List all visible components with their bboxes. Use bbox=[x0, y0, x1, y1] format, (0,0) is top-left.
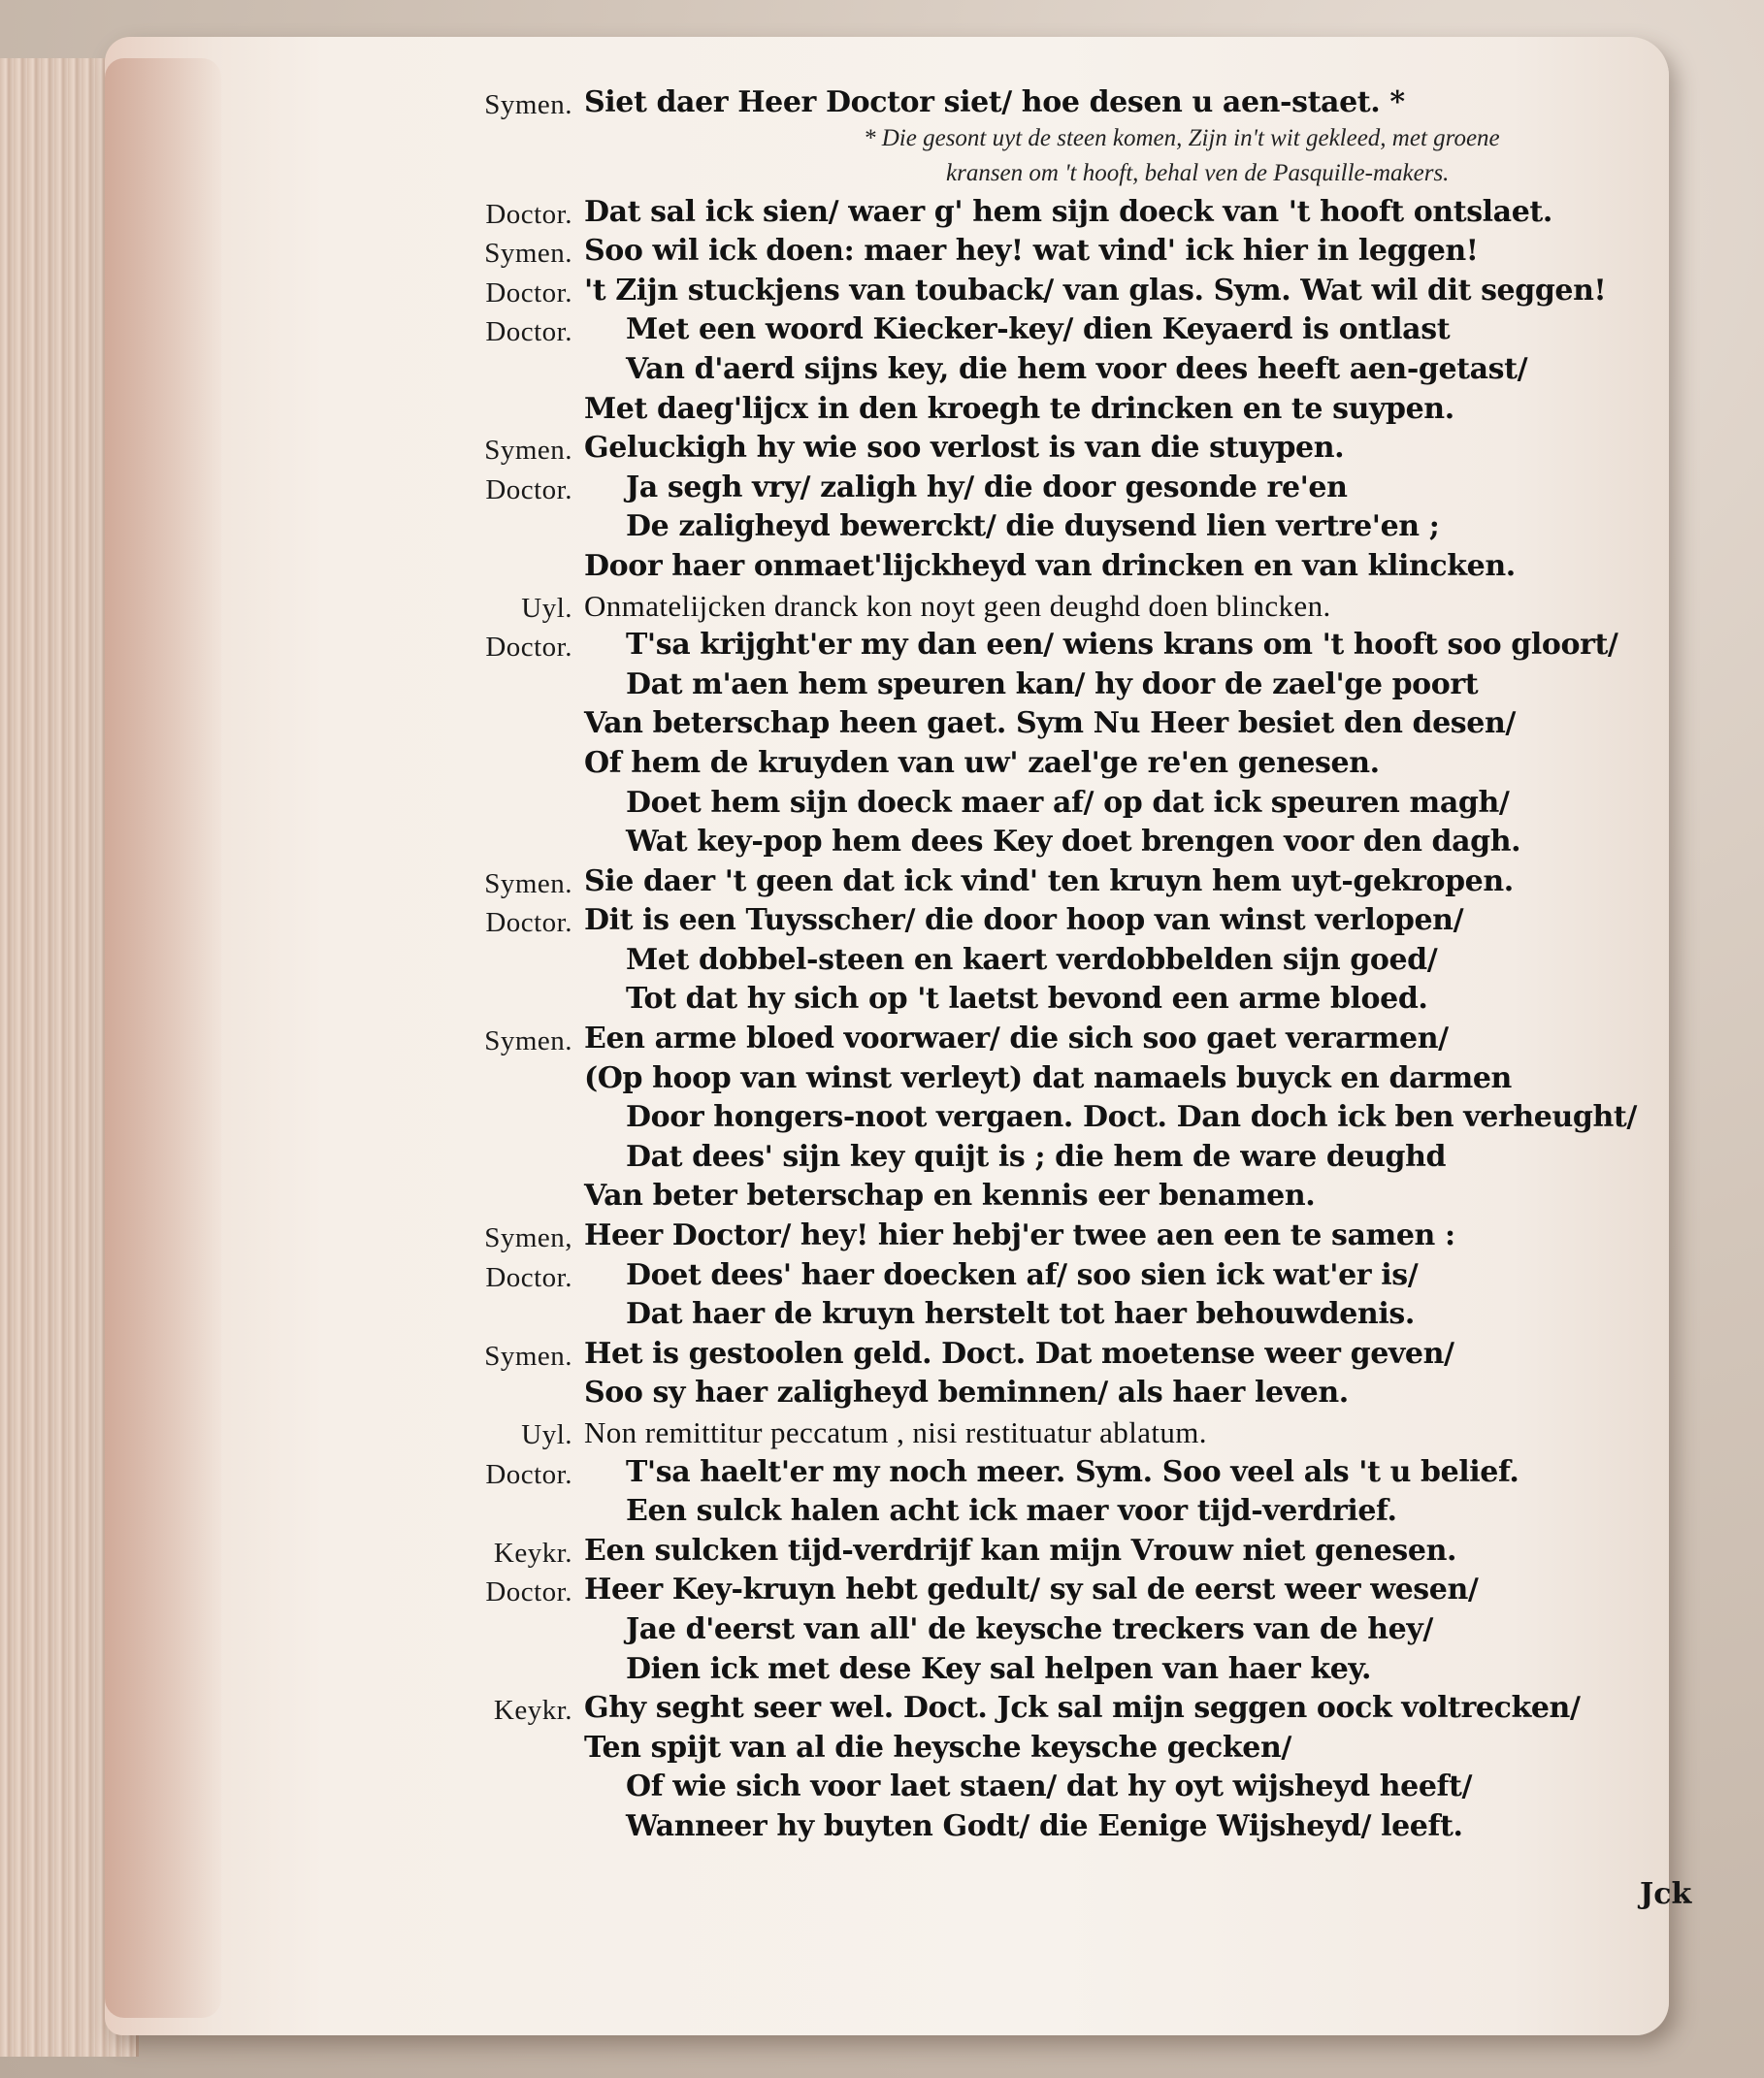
spine-shadow bbox=[105, 58, 221, 2018]
verse-text: (Op hoop van winst verleyt) dat namaels buyck en darmen bbox=[584, 1060, 1512, 1095]
speaker-label: Symen. bbox=[484, 1340, 572, 1372]
text-line bbox=[408, 1455, 1688, 1495]
text-line bbox=[408, 471, 1688, 510]
speaker-label: Symen, bbox=[484, 1222, 572, 1254]
speaker-label: Symen. bbox=[484, 238, 572, 270]
verse-text: Dien ick met dese Key sal helpen van haer key. bbox=[626, 1651, 1372, 1686]
note-line-2: kransen om 't hooft, behal ven de Pasquille-makers. bbox=[946, 159, 1450, 186]
verse-text: Een sulcken tijd-verdrijf kan mijn Vrouw niet genesen. bbox=[584, 1533, 1457, 1568]
verse-text: Non remittitur peccatum , nisi restituatur ablatum. bbox=[584, 1415, 1207, 1449]
speaker-label: Uyl. bbox=[521, 592, 572, 624]
text-line bbox=[408, 1534, 1688, 1574]
verse-text: Van beterschap heen gaet. Sym Nu Heer besiet den desen/ bbox=[584, 706, 1516, 741]
marginal-note bbox=[408, 125, 1688, 160]
text-line bbox=[408, 1573, 1688, 1612]
verse-text: Jae d'eerst van all' de keysche treckers van de hey/ bbox=[626, 1611, 1433, 1646]
verse-text: Heer Key-kruyn hebt gedult/ sy sal de eerst weer wesen/ bbox=[584, 1573, 1479, 1607]
speaker-label: Doctor. bbox=[485, 316, 572, 348]
verse-text: Van d'aerd sijns key, die hem voor dees heeft aen-getast/ bbox=[626, 351, 1528, 386]
verse-text: Ghy seght seer wel. Doct. Jck sal mijn seggen oock voltrecken/ bbox=[584, 1691, 1581, 1726]
text-line bbox=[408, 1770, 1688, 1809]
verse-text: 't Zijn stuckjens van touback/ van glas. Sym. Wat wil dit seggen! bbox=[584, 273, 1607, 308]
verse-text: Doet hem sijn doeck maer af/ op dat ick speuren magh/ bbox=[626, 785, 1510, 820]
verse-text: Ten spijt van al die heysche keysche gecken/ bbox=[584, 1730, 1291, 1765]
verse-text: Met daeg'lijcx in den kroegh te drincken en te suypen. bbox=[584, 391, 1454, 426]
verse-text: Heer Doctor/ hey! hier hebj'er twee aen een te samen : bbox=[584, 1218, 1455, 1253]
text-line bbox=[408, 431, 1688, 471]
verse-text: Het is gestoolen geld. Doct. Dat moetense weer geven/ bbox=[584, 1336, 1454, 1371]
verse-text: De zaligheyd bewerckt/ die duysend lien vertre'en ; bbox=[626, 509, 1440, 544]
text-line bbox=[408, 1337, 1688, 1377]
text-line bbox=[408, 786, 1688, 826]
verse-text: Door hongers-noot vergaen. Doct. Dan doch ick ben verheught/ bbox=[626, 1100, 1637, 1135]
note-line-1: * Die gesont uyt de steen komen, Zijn in't wit gekleed, met groene bbox=[864, 124, 1500, 151]
text-line bbox=[408, 1652, 1688, 1692]
text-line bbox=[408, 943, 1688, 983]
verse-text: Een sulck halen acht ick maer voor tijd-verdrief. bbox=[626, 1494, 1397, 1529]
verse-text: Siet daer Heer Doctor siet/ hoe desen u aen-staet. * bbox=[584, 85, 1405, 119]
verse-text: Tot dat hy sich op 't laetst bevond een arme bloed. bbox=[626, 982, 1428, 1017]
text-line bbox=[408, 1100, 1688, 1140]
catchword: Jck bbox=[1640, 1877, 1692, 1911]
text-line bbox=[408, 85, 1688, 125]
text-line bbox=[408, 1179, 1688, 1218]
verse-text: Dat m'aen hem speuren kan/ hy door de zael'ge poort bbox=[626, 666, 1479, 701]
text-line bbox=[408, 1415, 1688, 1455]
speaker-label: Doctor. bbox=[485, 1261, 572, 1293]
text-line bbox=[408, 1258, 1688, 1298]
text-line bbox=[408, 746, 1688, 786]
verse-text: Doet dees' haer doecken af/ soo sien ick wat'er is/ bbox=[626, 1257, 1419, 1292]
speaker-label: Doctor. bbox=[485, 632, 572, 664]
text-line bbox=[408, 549, 1688, 589]
verse-text: Ja segh vry/ zaligh hy/ die door gesonde re'en bbox=[626, 470, 1348, 504]
text-line bbox=[408, 234, 1688, 274]
speaker-label: Doctor. bbox=[485, 1458, 572, 1490]
text-line bbox=[408, 312, 1688, 352]
text-line bbox=[408, 1022, 1688, 1061]
speaker-label: Symen. bbox=[484, 1025, 572, 1057]
text-line bbox=[408, 1376, 1688, 1415]
verse-text: Sie daer 't geen dat ick vind' ten kruyn hem uyt-gekropen. bbox=[584, 863, 1514, 898]
text-line bbox=[408, 1297, 1688, 1337]
verse-text: Of wie sich voor laet staen/ dat hy oyt wijsheyd heeft/ bbox=[626, 1770, 1473, 1804]
speaker-label: Doctor. bbox=[485, 276, 572, 308]
speaker-label: Doctor. bbox=[485, 907, 572, 939]
verse-text: Wanneer hy buyten Godt/ die Eenige Wijsheyd/ leeft. bbox=[626, 1808, 1463, 1843]
text-line bbox=[408, 1494, 1688, 1534]
verse-text: Met een woord Kiecker-key/ dien Keyaerd is ontlast bbox=[626, 312, 1451, 347]
text-line bbox=[408, 864, 1688, 904]
play-text bbox=[408, 85, 1688, 1849]
text-line bbox=[408, 509, 1688, 549]
text-line bbox=[408, 706, 1688, 746]
verse-text: Dit is een Tuysscher/ die door hoop van winst verlopen/ bbox=[584, 903, 1464, 938]
verse-text: Door haer onmaet'lijckheyd van drincken en van klincken. bbox=[584, 548, 1516, 583]
verse-text: Of hem de kruyden van uw' zael'ge re'en genesen. bbox=[584, 745, 1380, 780]
verse-text: Wat key-pop hem dees Key doet brengen voor den dagh. bbox=[626, 825, 1521, 860]
verse-text: Van beter beterschap en kennis eer benamen. bbox=[584, 1179, 1316, 1214]
verse-text: Dat sal ick sien/ waer g' hem sijn doeck van 't hooft ontslaet. bbox=[584, 194, 1552, 229]
speaker-label: Keykr. bbox=[493, 1537, 572, 1569]
text-line bbox=[408, 1218, 1688, 1258]
text-line bbox=[408, 195, 1688, 235]
speaker-label: Doctor. bbox=[485, 473, 572, 505]
text-line bbox=[408, 1691, 1688, 1731]
verse-text: Met dobbel-steen en kaert verdobbelden sijn goed/ bbox=[626, 942, 1438, 977]
text-line bbox=[408, 1809, 1688, 1849]
text-line bbox=[408, 982, 1688, 1022]
verse-text: T'sa haelt'er my noch meer. Sym. Soo veel als 't u belief. bbox=[626, 1454, 1519, 1489]
text-line bbox=[408, 392, 1688, 432]
speaker-label: Symen. bbox=[484, 435, 572, 467]
verse-text: Dat dees' sijn key quijt is ; die hem de ware deughd bbox=[626, 1139, 1447, 1174]
marginal-note-cont bbox=[408, 160, 1688, 195]
speaker-label: Symen. bbox=[484, 89, 572, 120]
text-line bbox=[408, 628, 1688, 667]
verse-text: Soo sy haer zaligheyd beminnen/ als haer leven. bbox=[584, 1376, 1349, 1411]
text-line bbox=[408, 667, 1688, 707]
text-line bbox=[408, 1061, 1688, 1101]
text-line bbox=[408, 589, 1688, 629]
text-line bbox=[408, 352, 1688, 392]
speaker-label: Symen. bbox=[484, 867, 572, 899]
text-line bbox=[408, 274, 1688, 313]
verse-text: Dat haer de kruyn herstelt tot haer behouwdenis. bbox=[626, 1297, 1415, 1332]
speaker-label: Keykr. bbox=[493, 1695, 572, 1727]
text-line bbox=[408, 1731, 1688, 1770]
speaker-label: Uyl. bbox=[521, 1419, 572, 1450]
speaker-label: Doctor. bbox=[485, 1576, 572, 1608]
verse-text: Soo wil ick doen: maer hey! wat vind' ick hier in leggen! bbox=[584, 234, 1479, 269]
verse-text: Onmatelijcken dranck kon noyt geen deughd doen blincken. bbox=[584, 588, 1331, 623]
verse-text: Geluckigh hy wie soo verlost is van die stuypen. bbox=[584, 431, 1345, 466]
text-line bbox=[408, 903, 1688, 943]
verse-text: Een arme bloed voorwaer/ die sich soo gaet verarmen/ bbox=[584, 1022, 1449, 1056]
text-line bbox=[408, 825, 1688, 864]
speaker-label: Doctor. bbox=[485, 198, 572, 230]
text-line bbox=[408, 1612, 1688, 1652]
verse-text: T'sa krijght'er my dan een/ wiens krans om 't hooft soo gloort/ bbox=[626, 628, 1618, 663]
text-line bbox=[408, 1140, 1688, 1180]
